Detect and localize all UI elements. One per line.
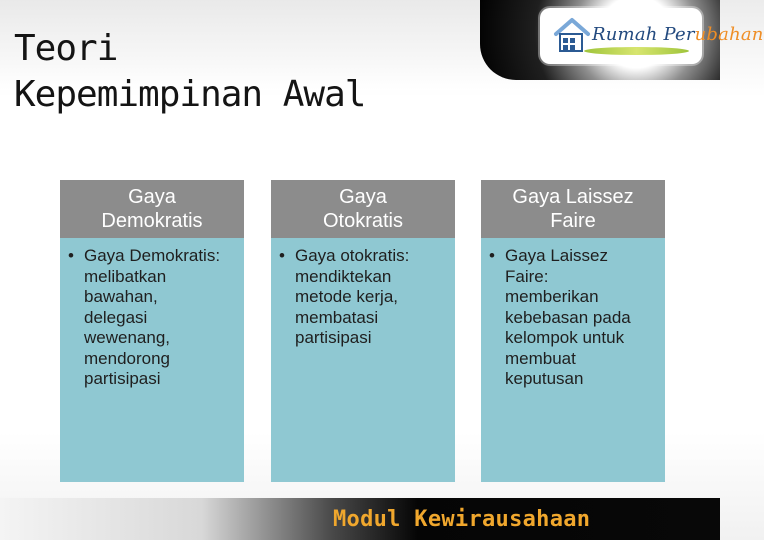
brand-logo-text-main: Rumah Per (592, 24, 695, 45)
card-gaya-laissez-faire (481, 180, 665, 482)
bullet-item: • Gaya Laissez Faire: memberikan kebebasan pada kelompok untuk membuat keputusan (489, 246, 655, 390)
card-body (279, 246, 445, 349)
bullet-item: • Gaya otokratis: mendiktekan metode kerja, membatasi partisipasi (279, 246, 445, 349)
card-title: Gaya Laissez Faire (481, 180, 665, 238)
card-title: Gaya Demokratis (60, 180, 244, 238)
slide-title (14, 26, 365, 118)
card-body (68, 246, 234, 390)
footer-bar (0, 498, 720, 540)
slide-title-line-1: Teori (14, 28, 118, 69)
footer-label: Modul Kewirausahaan (333, 507, 591, 532)
brand-logo-text-accent: ubahan (694, 24, 764, 45)
bullet-item: • Gaya Demokratis: melibatkan bawahan, delegasi wewenang, mendorong partisipasi (68, 246, 234, 390)
brand-logo-area (480, 0, 764, 80)
slide-title-line-2: Kepemimpinan Awal (14, 74, 366, 115)
card-gaya-demokratis (60, 180, 244, 482)
card-body (489, 246, 655, 390)
card-title: Gaya Otokratis (271, 180, 455, 238)
logo-grass (584, 47, 689, 55)
brand-logo (540, 8, 764, 64)
brand-logo-text (592, 24, 764, 45)
card-gaya-otokratis (271, 180, 455, 482)
